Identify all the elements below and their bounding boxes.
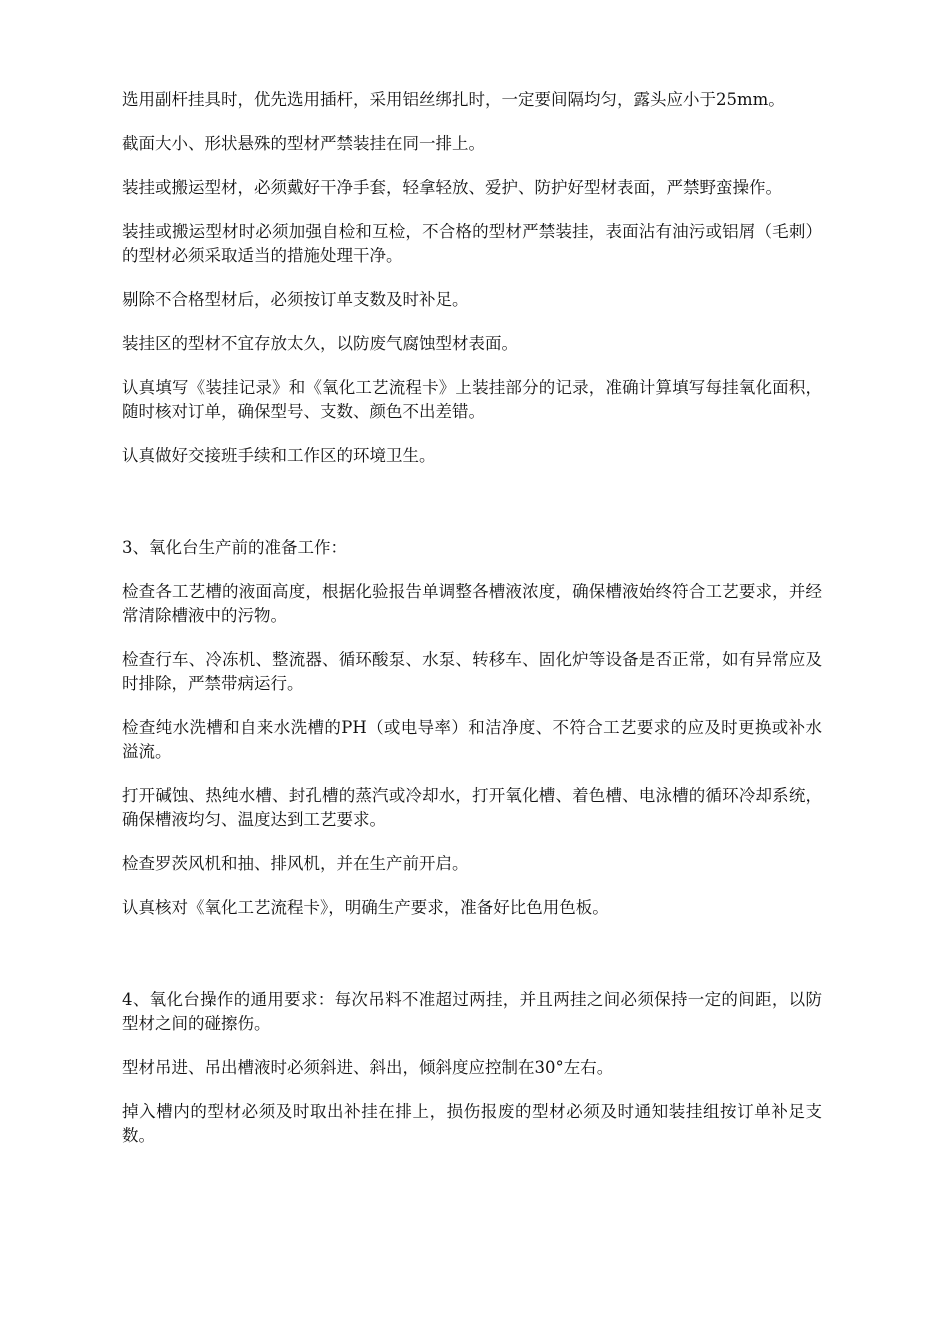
section-4-heading: 4、氧化台操作的通用要求：每次吊料不准超过两挂，并且两挂之间必须保持一定的间距，以防型材之间的碰擦伤。	[122, 990, 822, 1033]
paragraph: 检查罗茨风机和抽、排风机，并在生产前开启。	[122, 854, 469, 873]
paragraph: 检查行车、冷冻机、整流器、循环酸泵、水泵、转移车、固化炉等设备是否正常，如有异常应及时排除，严禁带病运行。	[122, 650, 822, 693]
paragraph: 检查纯水洗槽和自来水洗槽的PH（或电导率）和洁净度、不符合工艺要求的应及时更换或补水溢流。	[122, 718, 822, 761]
paragraph: 打开碱蚀、热纯水槽、封孔槽的蒸汽或冷却水，打开氧化槽、着色槽、电泳槽的循环冷却系统，确保槽液均匀、温度达到工艺要求。	[122, 786, 822, 829]
paragraph: 认真做好交接班手续和工作区的环境卫生。	[122, 446, 436, 465]
paragraph: 装挂区的型材不宜存放太久，以防废气腐蚀型材表面。	[122, 334, 518, 353]
section-spacer	[122, 488, 822, 536]
document-body	[122, 88, 822, 1168]
paragraph: 认真核对《氧化工艺流程卡》，明确生产要求，准备好比色用色板。	[122, 898, 609, 917]
paragraph: 检查各工艺槽的液面高度，根据化验报告单调整各槽液浓度，确保槽液始终符合工艺要求，并经常清除槽液中的污物。	[122, 582, 822, 625]
paragraph: 剔除不合格型材后，必须按订单支数及时补足。	[122, 290, 469, 309]
paragraph: 截面大小、形状悬殊的型材严禁装挂在同一排上。	[122, 134, 485, 153]
section-3-heading: 3、氧化台生产前的准备工作：	[122, 538, 347, 557]
paragraph: 认真填写《装挂记录》和《氧化工艺流程卡》上装挂部分的记录，准确计算填写每挂氧化面积，随时核对订单，确保型号、支数、颜色不出差错。	[122, 378, 822, 421]
paragraph: 选用副杆挂具时，优先选用插杆，采用铝丝绑扎时，一定要间隔均匀，露头应小于25mm。	[122, 90, 785, 109]
paragraph: 型材吊进、吊出槽液时必须斜进、斜出，倾斜度应控制在30°左右。	[122, 1058, 614, 1077]
paragraph: 装挂或搬运型材时必须加强自检和互检，不合格的型材严禁装挂，表面沾有油污或铝屑（毛刺）的型材必须采取适当的措施处理干净。	[122, 222, 822, 265]
paragraph: 掉入槽内的型材必须及时取出补挂在排上，损伤报废的型材必须及时通知装挂组按订单补足支数。	[122, 1102, 822, 1145]
section-spacer	[122, 940, 822, 988]
paragraph: 装挂或搬运型材，必须戴好干净手套，轻拿轻放、爱护、防护好型材表面，严禁野蛮操作。	[122, 178, 782, 197]
